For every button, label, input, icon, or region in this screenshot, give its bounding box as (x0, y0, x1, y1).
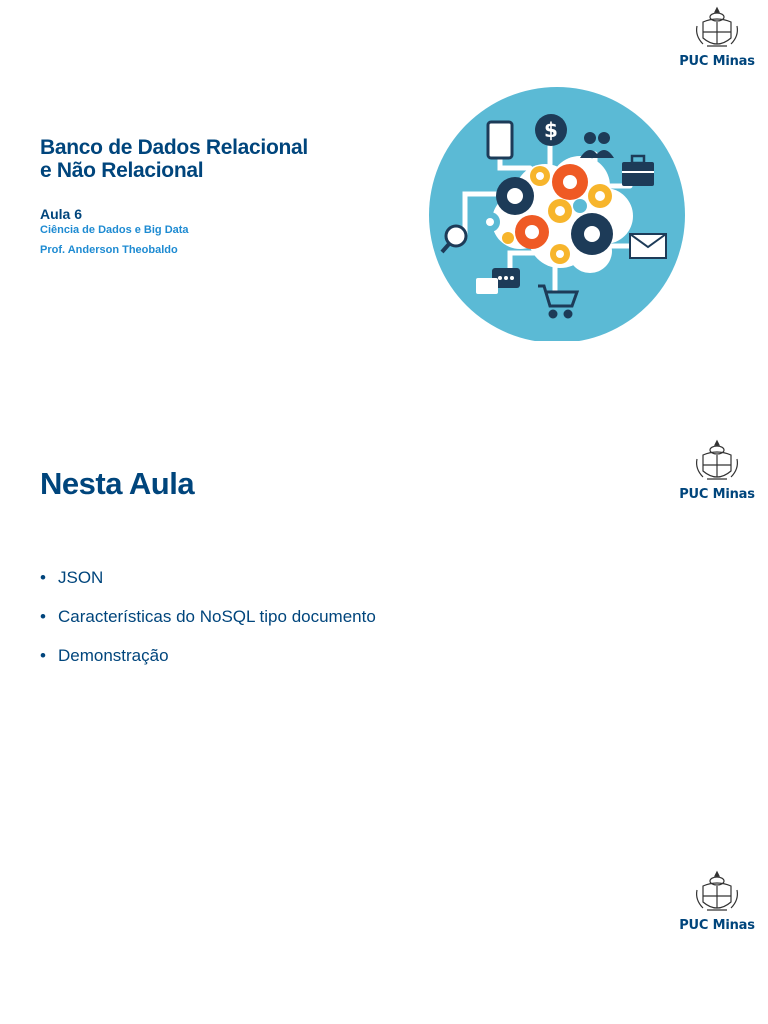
slide-blank (0, 682, 768, 1023)
list-item (40, 646, 376, 685)
lesson-number: Aula 6 (40, 206, 83, 222)
coat-of-arms-icon (693, 6, 741, 52)
list-item (40, 568, 376, 607)
data-science-brain-gears-icon (420, 86, 690, 346)
tablet-icon (488, 122, 512, 158)
puc-minas-logo (676, 439, 758, 509)
title-line-2: e Não Relacional (40, 159, 204, 182)
bullet-icon: • (40, 646, 46, 665)
mail-icon (630, 234, 666, 258)
puc-minas-logo (676, 6, 758, 76)
list-item (40, 607, 376, 646)
presentation-title (40, 136, 380, 182)
course-name: Ciência de Dados e Big Data (40, 224, 189, 236)
bullet-text: Características do NoSQL tipo documento (58, 607, 376, 626)
coat-of-arms-icon (693, 870, 741, 916)
agenda-list (40, 568, 376, 685)
logo-label: PUC Minas (679, 918, 755, 933)
bullet-text: JSON (58, 568, 104, 587)
puc-minas-logo (676, 870, 758, 940)
logo-label: PUC Minas (679, 487, 755, 502)
slide-agenda (0, 341, 768, 682)
slide-title (0, 0, 768, 341)
logo-label: PUC Minas (679, 54, 755, 69)
slide-title: Nesta Aula (40, 466, 195, 501)
title-line-1: Banco de Dados Relacional (40, 136, 308, 159)
bullet-text: Demonstração (58, 646, 169, 665)
bullet-icon: • (40, 607, 46, 626)
coat-of-arms-icon (693, 439, 741, 485)
professor-name: Prof. Anderson Theobaldo (40, 244, 178, 256)
svg-text:$: $ (544, 118, 558, 142)
bullet-icon: • (40, 568, 46, 587)
